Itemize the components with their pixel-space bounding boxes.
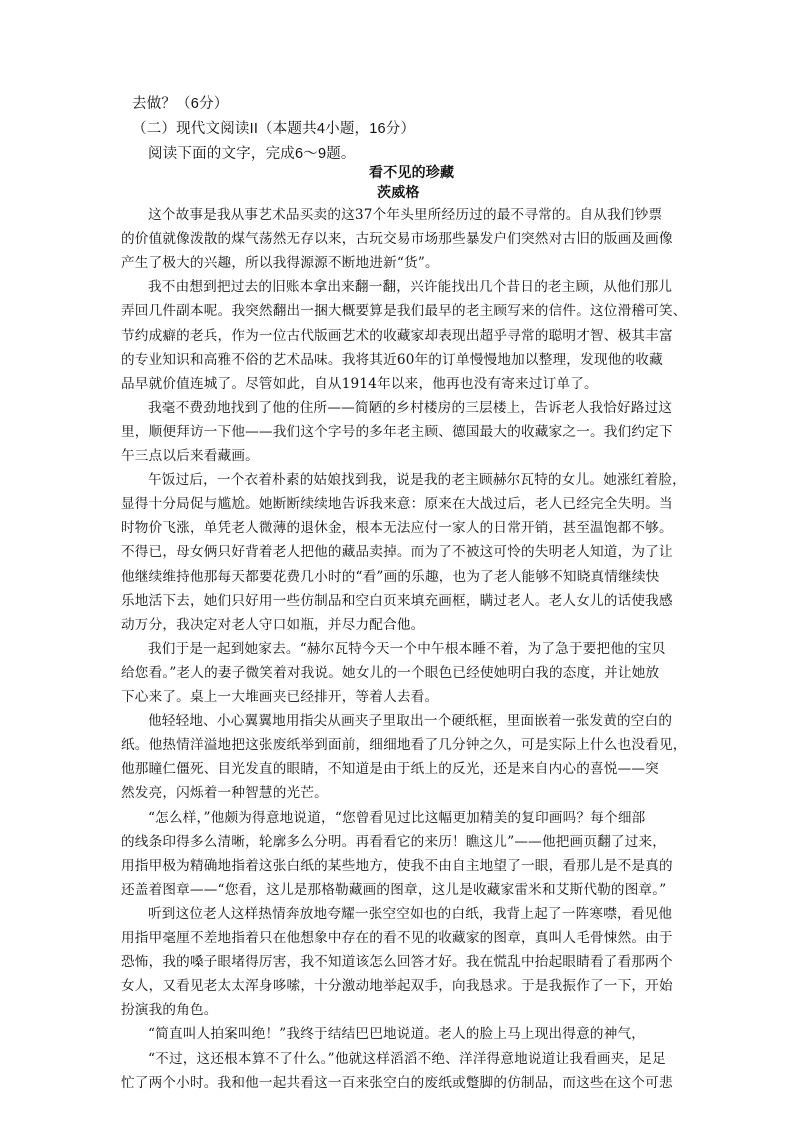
article-line: 我毫不费劲地找到了他的住所——简陋的乡村楼房的三层楼上，告诉老人我恰好路过这 xyxy=(148,400,673,416)
article-author: 茨威格 xyxy=(377,185,420,201)
article-line: 下心来了。桌上一大堆画夹已经排开，等着人去看。 xyxy=(121,689,439,705)
article-line: 动万分，我决定对老人守口如瓶，并尽力配合他。 xyxy=(121,617,425,633)
article-line: 忙了两个小时。我和他一起共看这一百来张空白的废纸或蹩脚的仿制品，而这些在这个可悲 xyxy=(121,1075,673,1091)
article-line: 乐地活下去，她们只好用一些仿制品和空白页来填充画框，瞒过老人。老人女儿的话使我感 xyxy=(121,593,673,609)
article-line: 给您看。”老人的妻子微笑着对我说。她女儿的一个眼色已经使她明白我的态度，并让她放 xyxy=(121,665,660,681)
article-line: 还盖着图章——“您看，这儿是那格勒藏画的图章，这儿是收藏家雷米和艾斯代勒的图章。” xyxy=(121,882,667,898)
article-line: 扮演我的角色。 xyxy=(121,1002,218,1018)
article-line: 恐怖，我的嗓子眼堵得厉害，我不知道该怎么回答才好。我在慌乱中抬起眼睛看了看那两个 xyxy=(121,954,673,970)
article-line: “怎么样，”他颇为得意地说道，“您曾看见过比这幅更加精美的复印画吗？每个细部 xyxy=(148,810,646,826)
article-line: 他那瞳仁僵死、目光发直的眼睛，不知道是由于纸上的反光，还是来自内心的喜悦——突 xyxy=(121,761,659,777)
article-line: 的专业知识和高雅不俗的艺术品味。我将其近60年的订单慢慢地加以整理，发现他的收藏 xyxy=(121,352,663,368)
article-line: 午饭过后，一个衣着朴素的姑娘找到我，说是我的老主顾赫尔瓦特的女儿。她涨红着脸， xyxy=(148,472,686,488)
article-line: 然发亮，闪烁着一种智慧的光芒。 xyxy=(121,785,328,801)
article-title: 看不见的珍藏 xyxy=(369,165,455,181)
article-line: 用指甲极为精确地指着这张白纸的某些地方，使我不由自主地望了一眼，看那儿是不是真的 xyxy=(121,858,673,874)
article-line: 我们于是一起到她家去。“赫尔瓦特今天一个中午根本睡不着，为了急于要把他的宝贝 xyxy=(148,641,666,657)
article-line: 纸。他热情洋溢地把这张废纸举到面前，细细地看了几分钟之久，可是实际上什么也没看见， xyxy=(121,737,687,753)
article-line: 时物价飞涨，单凭老人微薄的退休金，根本无法应付一家人的日常开销，甚至温饱都不够。 xyxy=(121,520,673,536)
article-line: 显得十分局促与尴尬。她断断续续地告诉我来意：原来在大战过后，老人已经完全失明。当 xyxy=(121,496,673,512)
article-line: 听到这位老人这样热情奔放地夸耀一张空空如也的白纸，我背上起了一阵寒噤，看见他 xyxy=(148,906,673,922)
article-line: 这个故事是我从事艺术品买卖的这37个年头里所经历过的最不寻常的。自从我们钞票 xyxy=(148,207,663,223)
article-line: “不过，这还根本算不了什么。”他就这样滔滔不绝、洋洋得意地说道让我看画夹，足足 xyxy=(148,1051,666,1067)
article-line: 里，顺便拜访一下他——我们这个字号的多年老主顾、德国最大的收藏家之一。我们约定下 xyxy=(121,424,673,440)
article-line: “简直叫人拍案叫绝！”我终于结结巴巴地说道。老人的脸上马上现出得意的神气， xyxy=(148,1026,646,1042)
article-line: 用指甲毫厘不差地指着只在他想象中存在的看不见的收藏家的图章，真叫人毛骨悚然。由于 xyxy=(121,930,673,946)
article-line: 女人，又看见老太太浑身哆嗦，十分激动地举起双手，向我恳求。于是我振作了一下，开始 xyxy=(121,978,673,994)
article-line: 午三点以后来看藏画。 xyxy=(121,448,259,464)
article-line: 的线条印得多么清晰，轮廓多么分明。再看看它的来历！瞧这儿”——他把画页翻了过来， xyxy=(121,834,667,850)
article-line: 我不由想到把过去的旧账本拿出来翻一翻，兴许能找出几个昔日的老主顾，从他们那儿 xyxy=(148,279,673,295)
article-line: 的价值就像泼散的煤气荡然无存以来，古玩交易市场那些暴发户们突然对古旧的版画及画像 xyxy=(121,231,673,247)
reading-instruction: 阅读下面的文字，完成6～9题。 xyxy=(148,146,356,162)
section-title: （二）现代文阅读II（本题共4小题，16分） xyxy=(132,121,416,137)
article-line: 品早就价值连城了。尽管如此，自从1914年以来，他再也没有寄来过订单了。 xyxy=(121,376,598,392)
article-line: 不得已，母女俩只好背着老人把他的藏品卖掉。而为了不被这可怜的失明老人知道，为了让 xyxy=(121,544,673,560)
previous-question-tail: 去做？（6分） xyxy=(132,96,229,112)
article-line: 他继续维持他那每天都要花费几小时的“看”画的乐趣，也为了老人能够不知晓真情继续快 xyxy=(121,569,660,585)
article-line: 节约成癖的老兵，作为一位古代版画艺术的收藏家却表现出超乎寻常的聪明才智、极其丰富 xyxy=(121,328,673,344)
article-line: 他轻轻地、小心翼翼地用指尖从画夹子里取出一个硬纸框，里面嵌着一张发黄的空白的 xyxy=(148,713,673,729)
article-line: 产生了极大的兴趣，所以我得源源不断地进新“货”。 xyxy=(121,255,439,271)
article-line: 弄回几件副本呢。我突然翻出一捆大概要算是我们最早的老主顾写来的信件。这位滑稽可笑、 xyxy=(121,303,687,319)
